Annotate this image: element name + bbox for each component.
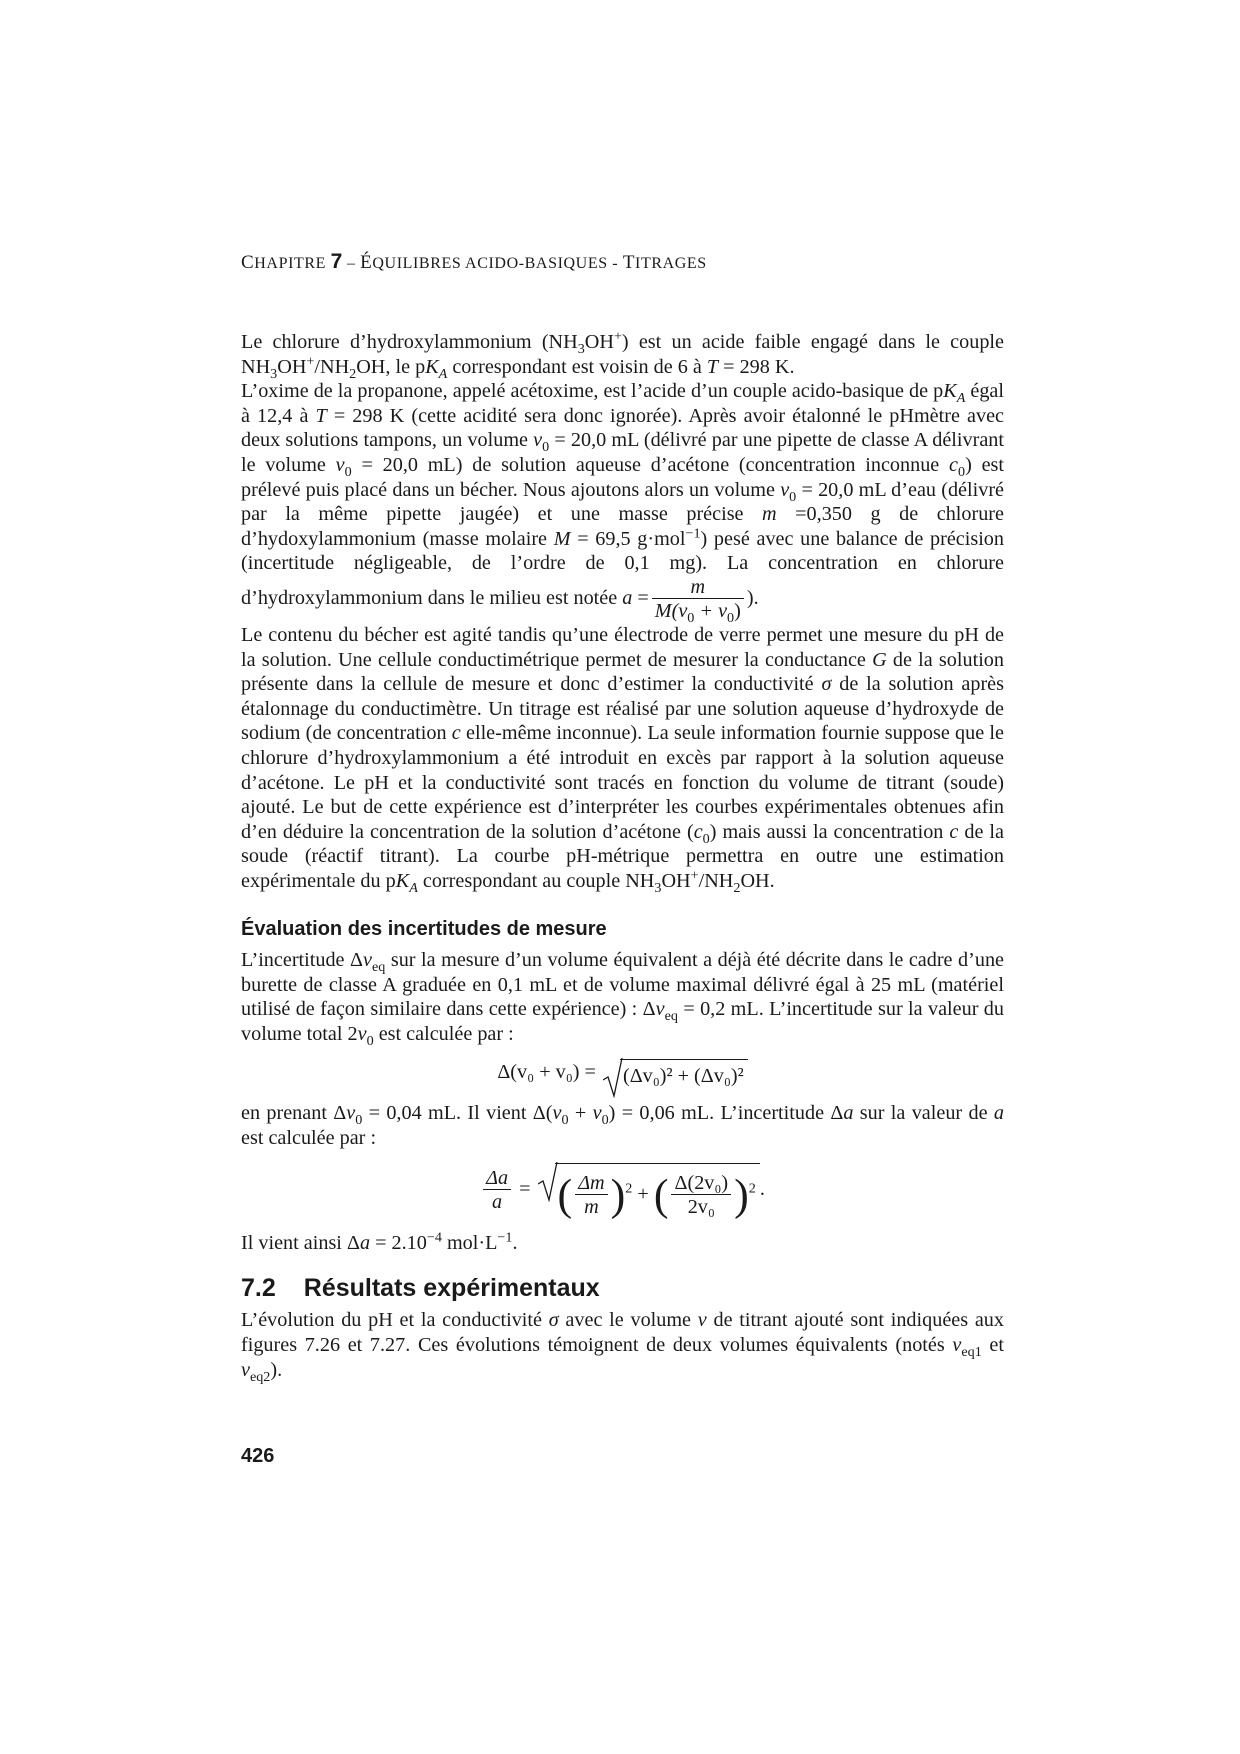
radical-sign-icon [538, 1162, 558, 1202]
concentration-fraction: $\frac{m}{M(v_0 + v_0)}$ [652, 576, 744, 623]
square-root: (Δv₀)² + (Δv₀)² [601, 1058, 748, 1089]
paragraph-intro: Le chlorure d’hydroxylammonium $(NH_3OH^+)$ est un acide faible engagé dans le couple $NH_3OH^+/NH_2OH$, le $pK_A$ correspondant est voisin de 6 à T = 298 K. [241, 328, 1004, 382]
paragraph-results: L’évolution du pH et la conductivité σ avec le volume v de titrant ajouté sont indiquées aux figures 7.26 et 7.27. Ces évolutions témoignent de deux volumes équivalents (notés $v_{eq1}$ et $v_{eq2}$). [241, 1309, 1004, 1385]
radical-sign-icon [603, 1058, 623, 1098]
paragraph-uncertainty-result: en prenant $\Delta v_0 = 0,04$ mL. Il vient $\Delta(v_0 + v_0) = 0,06$ mL. L’incertitude Δa sur la valeur de a est calculée par : [241, 1102, 1004, 1149]
paragraph-titration: Le contenu du bécher est agité tandis qu’une électrode de verre permet une mesure du pH de la solution. Une cellule conductimétrique permet de mesurer la conductance G de la solution présente dans la cellule de mesure et donc d’estimer la conductivité σ de la solution après étalonnage du conductimètre. Un titrage est réalisé par une solution aqueuse d’hydroxyde de sodium (de concentration c elle-même inconnue). La seule information fournie suppose que le chlorure d’hydroxylammonium a été introduit en excès par rapport à la solution aqueuse d’acétone. Le pH et la conductivité sont tracés en fonction du volume de titrant (soude) ajouté. Le but de cette expérience est d’interpréter les courbes expérimentales obtenues afin d’en déduire la concentration de la solution d’acétone $(c_0)$ mais aussi la concentration c de la soude (réactif titrant). La courbe pH-métrique permettra en outre une estimation expérimentale du $pK_A$ correspondant au couple $NH_3OH^+/NH_2OH$. [241, 623, 1005, 896]
paragraph-result-value: Il vient ainsi $\Delta a = 2.10^{-4}$ $mol\cdot L^{-1}$. [241, 1229, 518, 1255]
equation-concentration-uncertainty: $\frac{\Delta a}{a}$ = ( $\frac{\Delta m}{m}$ )$^2$ + ( $\frac{\text{Δ(2v₀)}}{\text{2v₀}}$ )$^2$ . [241, 1162, 1004, 1219]
chapter-number: 7 [330, 250, 343, 273]
square-root: ( $\frac{\Delta m}{m}$ )$^2$ + ( $\frac{\text{Δ(2v₀)}}{\text{2v₀}}$ )$^2$ [536, 1162, 760, 1219]
page-body [241, 328, 1005, 1385]
section-heading: 7.2 Résultats expérimentaux [241, 1273, 600, 1302]
subsection-heading: Évaluation des incertitudes de mesure [241, 918, 607, 941]
paragraph-protocol: L’oxime de la propanone, appelé acétoxime, est l’acide d’un couple acido-basique de $pK_A$ égal à 12,4 à T = 298 K (cette acidité sera donc ignorée). Après avoir étalonné le pHmètre avec deux solutions tampons, un volume $v_0 = 20,0$ mL (délivré par une pipette de classe A délivrant le volume $v_0 = 20,0$ mL) de solution aqueuse d’acétone (concentration inconnue $c_0$) est prélevé puis placé dans un bécher. Nous ajoutons alors un volume $v_0 = 20,0$ mL d’eau (délivré par la même pipette jaugée) et une masse précise m =0,350 g de chlorure d’hydoxylammonium (masse molaire M = 69,5 g·mol$^{-1}$) pesé avec une balance de précision (incertitude négligeable, de l’ordre de 0,1 mg). La concentration en chlorure d’hydroxylammonium dans le milieu est notée a = $\frac{m}{M(v_0 + v_0)}$ ). [241, 380, 1005, 626]
running-header: CHAPITRE 7 – ÉQUILIBRES ACIDO-BASIQUES - TITRAGES [241, 250, 707, 273]
equation-volume-uncertainty: Δ(v₀ + v₀) = (Δv₀)² + (Δv₀)² [241, 1058, 1004, 1089]
page-number: 426 [241, 1445, 275, 1467]
paragraph-uncertainty: L’incertitude $\Delta v_{eq}$ sur la mesure d’un volume équivalent a déjà été décrite dans le cadre d’une burette de classe A graduée en 0,1 mL et de volume maximal délivré égal à 25 mL (matériel utilisé de façon similaire dans cette expérience) : $\Delta v_{eq} = 0,2$ mL. L’incertitude sur la valeur du volume total $2v_0$ est calculée par : [241, 949, 1004, 1049]
